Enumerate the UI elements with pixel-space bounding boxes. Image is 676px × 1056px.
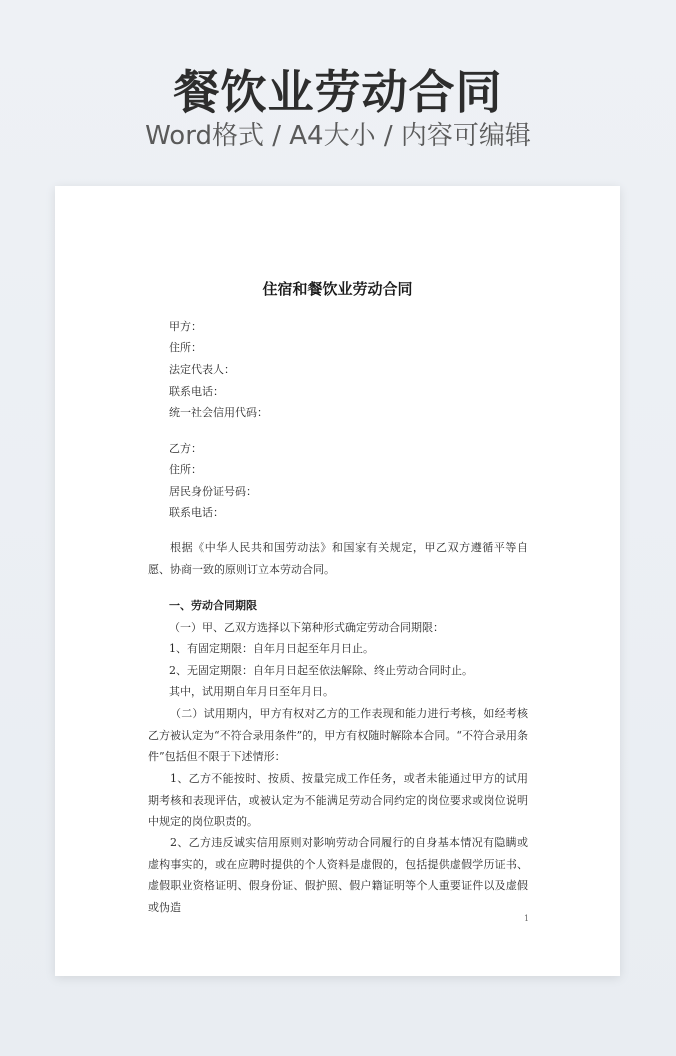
- page-number: 1: [524, 914, 530, 923]
- party-a-phone: 联系电话：: [169, 385, 224, 398]
- party-a-legal-rep: 法定代表人：: [169, 363, 235, 376]
- term-option-line: （一）甲、乙双方选择以下第种形式确定劳动合同期限：: [169, 621, 444, 634]
- hero-subtitle: Word格式 / A4大小 / 内容可编辑: [145, 121, 531, 151]
- party-b-id-number: 居民身份证号码：: [169, 485, 257, 498]
- probation-line: 其中，试用期自年月日至年月日。: [169, 685, 334, 698]
- intro-paragraph: 根据《中华人民共和国劳动法》和国家有关规定，甲乙双方遵循平等自愿、协商一致的原则订立本劳动合同。: [148, 541, 528, 576]
- condition-2-paragraph: 2、乙方违反诚实信用原则对影响劳动合同履行的自身基本情况有隐瞒或虚构事实的，或在应聘时提供的个人资料是虚假的，包括提供虚假学历证书、虚假职业资格证明、假身份证、假护照、假户籍证明等个人重要证件以及虚假或伪造: [148, 836, 528, 914]
- party-b-label: 乙方：: [169, 442, 202, 455]
- party-a-address: 住所：: [169, 341, 202, 354]
- document-title: 住宿和餐饮业劳动合同: [262, 280, 413, 298]
- document-page: [55, 186, 620, 976]
- probation-paragraph: （二）试用期内，甲方有权对乙方的工作表现和能力进行考核，如经考核乙方被认定为“不符合录用条件”的，甲方有权随时解除本合同。“不符合录用条件”包括但不限于下述情形：: [148, 707, 528, 763]
- condition-1-paragraph: 1、乙方不能按时、按质、按量完成工作任务，或者未能通过甲方的试用期考核和表现评估，或被认定为不能满足劳动合同约定的岗位要求或岗位说明中规定的岗位职责的。: [148, 772, 528, 828]
- party-a-label: 甲方：: [169, 320, 202, 333]
- open-term-line: 2、无固定期限：自年月日起至依法解除、终止劳动合同时止。: [169, 664, 473, 677]
- party-a-credit-code: 统一社会信用代码：: [169, 406, 268, 419]
- fixed-term-line: 1、有固定期限：自年月日起至年月日止。: [169, 642, 374, 655]
- hero-title: 餐饮业劳动合同: [173, 65, 503, 119]
- section-heading: 一、劳动合同期限: [169, 599, 257, 612]
- party-b-phone: 联系电话：: [169, 506, 224, 519]
- party-b-address: 住所：: [169, 463, 202, 476]
